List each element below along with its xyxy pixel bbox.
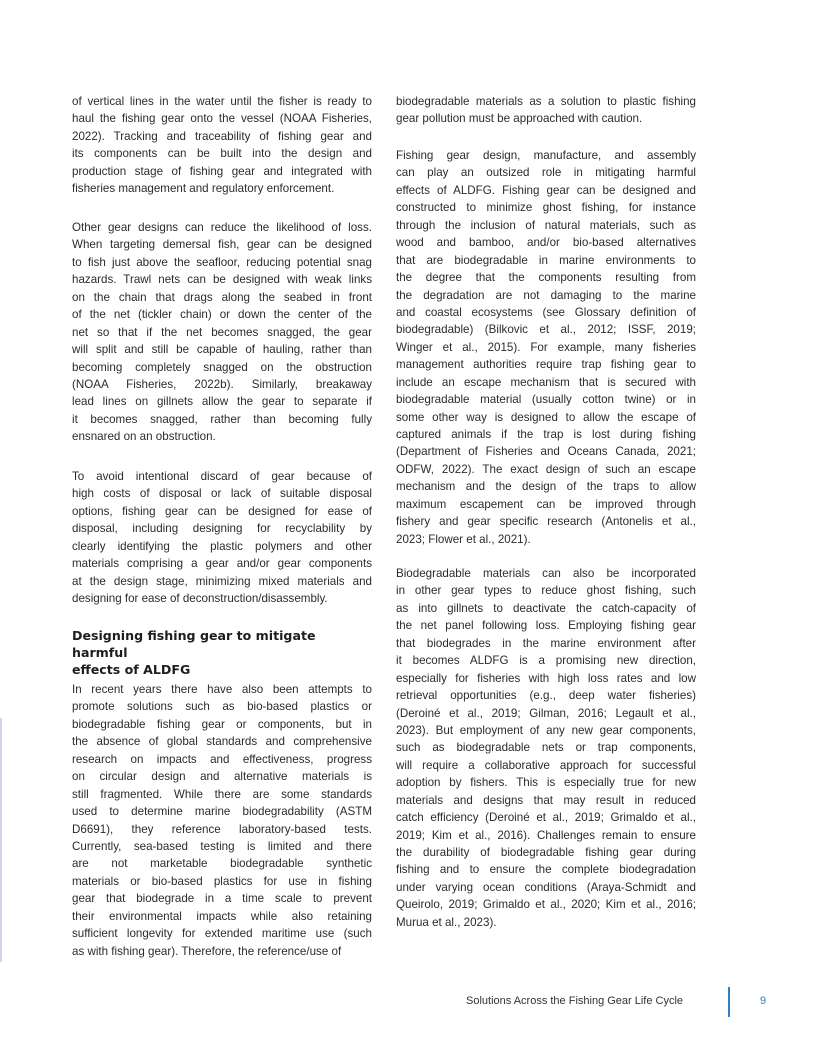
text-line: Currently, sea-based testing is limited and there: [72, 839, 372, 853]
text-line: Queirolo, 2019; Grimaldo et al., 2020; Kim et al., 2016;: [396, 898, 696, 912]
text-line: as with fishing gear). Therefore, the reference/use of: [72, 944, 342, 958]
text-line: mechanism and the design of the traps to allow: [396, 480, 696, 494]
text-line: through the inclusion of natural materials, such as: [396, 218, 696, 232]
text-line: clearly identifying the plastic polymers and other: [72, 539, 372, 553]
text-line: maximum escapement can be improved through: [396, 497, 696, 511]
text-line: materials or bio-based plastics for use in fishing: [72, 874, 372, 888]
text-line: When targeting demersal fish, gear can be designed: [72, 238, 372, 252]
text-line: management authorities require trap fishing gear to: [396, 358, 696, 372]
text-line: adoption by fishers. This is especially true for new: [396, 776, 696, 790]
text-line: gear pollution must be approached with caution.: [396, 112, 643, 126]
text-line: hazards. Trawl nets can be designed with weak links: [72, 273, 372, 287]
text-line: of vertical lines in the water until the fisher is ready to: [72, 95, 372, 108]
page-edge-divider: [0, 718, 2, 962]
text-line: the degree that the components resulting from: [396, 271, 696, 285]
text-line: materials comprising a gear and/or gear components: [72, 557, 372, 571]
text-line: at the design stage, minimizing mixed materials and: [72, 574, 372, 588]
text-line: materials and designs that may result in reduced: [396, 793, 696, 807]
text-line: To avoid intentional discard of gear because of: [72, 470, 372, 483]
text-line: the degradation are not damaging to the marine: [396, 288, 696, 302]
text-line: biodegradable) (Bilkovic et al., 2012; ISSF, 2019;: [396, 323, 696, 337]
text-line: haul the fishing gear onto the vessel (NOAA Fisheries,: [72, 112, 372, 126]
section-heading: [72, 627, 372, 678]
text-line: can play an outsized role in mitigating harmful: [396, 166, 696, 180]
text-line: (Department of Fisheries and Oceans Canada, 2021;: [396, 445, 696, 459]
text-line: Winger et al., 2015). For example, many fisheries: [396, 340, 696, 354]
text-line: net so that if the net becomes snagged, the gear: [72, 325, 372, 339]
text-line: that are biodegradable in marine environments to: [396, 253, 696, 267]
text-line: used to determine marine biodegradability (ASTM: [72, 805, 372, 819]
paragraph-biodegradable-materials: [396, 565, 696, 931]
page-number: 9: [760, 995, 767, 1007]
text-line: on the chain that drags along the seabed in front: [72, 290, 372, 304]
paragraph-intentional-discard: [72, 468, 372, 608]
text-line: under varying ocean conditions (Araya-Schmidt and: [396, 880, 696, 894]
text-line: fishery and gear specific research (Antonelis et al.,: [396, 515, 696, 529]
text-line: sufficient longevity for extended maritime use (such: [72, 927, 372, 941]
text-line: are not marketable biodegradable synthetic: [72, 857, 372, 871]
text-line: in other gear types to reduce ghost fishing, such: [396, 584, 696, 598]
text-line: some other way is designed to allow the escape of: [396, 410, 696, 424]
text-line: options, fishing gear can be designed for ease of: [72, 504, 372, 518]
heading-line: effects of ALDFG: [72, 662, 191, 677]
text-line: the durability of biodegradable fishing gear during: [396, 846, 696, 859]
text-line: 2023). But employment of any new gear components,: [396, 723, 696, 737]
text-line: 2023; Flower et al., 2021).: [396, 532, 531, 546]
text-line: promote solutions such as bio-based plastics or: [72, 700, 372, 714]
text-line: In recent years there have also been attempts to: [72, 683, 372, 696]
text-line: captured animals if the trap is lost during fishing: [396, 428, 696, 441]
text-line: still fragmented. While there are some standards: [72, 787, 372, 801]
footer-divider: [728, 987, 730, 1017]
paragraph-gear-design-manufacture: [396, 147, 696, 548]
heading-line: Designing fishing gear to mitigate harmful: [72, 628, 316, 660]
footer-title: Solutions Across the Fishing Gear Life Cycle: [466, 995, 684, 1007]
text-line: will split and still be capable of hauling, rather than: [72, 343, 372, 357]
text-line: such as biodegradable nets or trap components,: [396, 741, 696, 755]
text-line: ODFW, 2022). The exact design of such an escape: [396, 462, 696, 476]
text-line: on circular design and alternative materials is: [72, 770, 372, 784]
text-line: (NOAA Fisheries, 2022b). Similarly, breakaway: [72, 377, 372, 391]
text-line: catch efficiency (Deroiné et al., 2019; Grimaldo et al.,: [396, 811, 696, 825]
text-line: Biodegradable materials can also be incorporated: [396, 567, 696, 580]
text-line: gear that biodegrade in a time scale to prevent: [72, 892, 372, 906]
text-line: include an escape mechanism that is secured with: [396, 375, 696, 389]
paragraph-recent-years: [72, 681, 372, 960]
text-line: the absence of global standards and comprehensive: [72, 735, 372, 749]
text-line: retrieval opportunities (e.g., deep water fisheries): [396, 689, 696, 703]
text-line: especially for fisheries with high loss rates and low: [396, 671, 696, 685]
text-line: to fish just above the seafloor, reducing potential snag: [72, 255, 372, 269]
text-line: constructed to minimize ghost fishing, for instance: [396, 201, 696, 215]
text-line: 2019; Kim et al., 2016). Challenges remain to ensure: [396, 828, 696, 842]
text-line: ensnared on an obstruction.: [72, 430, 216, 444]
text-line: that biodegrades in the marine environment after: [396, 636, 696, 650]
text-line: designing for ease of deconstruction/disassembly.: [72, 592, 328, 606]
text-line: (Deroiné et al., 2019; Gilman, 2016; Legault et al.,: [396, 706, 696, 720]
text-line: fishing and to ensure the complete biodegradation: [396, 863, 696, 877]
text-line: it becomes snagged, rather than becoming fully: [72, 412, 372, 426]
text-line: it becomes ALDFG is a promising new direction,: [396, 654, 696, 668]
text-line: their environmental impacts while also retaining: [72, 909, 372, 923]
text-line: its components can be built into the design and: [72, 147, 372, 161]
text-line: becoming completely snagged on the obstruction: [72, 360, 372, 374]
text-line: lead lines on gillnets allow the gear to separate if: [72, 395, 372, 409]
text-line: production stage of fishing gear and integrated with: [72, 164, 372, 178]
text-line: biodegradable fishing gear or components, but in: [72, 717, 372, 731]
text-line: Other gear designs can reduce the likelihood of loss.: [72, 221, 372, 234]
text-line: disposal, including designing for recyclability by: [72, 522, 372, 536]
text-line: fisheries management and regulatory enforcement.: [72, 182, 335, 196]
text-line: and coastal ecosystems (see Glossary definition of: [396, 305, 696, 319]
text-line: D6691), they reference laboratory-based tests.: [72, 822, 372, 836]
text-line: as into gillnets to deactivate the catch-capacity of: [396, 601, 696, 615]
text-line: Fishing gear design, manufacture, and assembly: [396, 149, 696, 162]
text-line: the net panel following loss. Employing fishing gear: [396, 619, 696, 633]
text-line: high costs of disposal or lack of suitable disposal: [72, 487, 372, 501]
paragraph-gear-tracking: [72, 93, 372, 198]
text-line: Murua et al., 2023).: [396, 915, 497, 929]
paragraph-gear-designs: [72, 219, 372, 446]
text-line: effects of ALDFG. Fishing gear can be designed and: [396, 183, 696, 197]
text-line: research on impacts and effectiveness, progress: [72, 752, 372, 766]
paragraph-caution: [396, 93, 696, 128]
text-line: biodegradable materials as a solution to plastic fishing: [396, 95, 696, 108]
text-line: of the net (tickler chain) or down the center of the: [72, 308, 372, 322]
text-line: 2022). Tracking and traceability of fishing gear and: [72, 129, 372, 143]
text-line: biodegradable material (usually cotton twine) or in: [396, 393, 696, 407]
text-line: wood and bamboo, and/or bio-based alternatives: [396, 236, 696, 250]
text-line: will require a collaborative approach for successful: [396, 758, 696, 772]
